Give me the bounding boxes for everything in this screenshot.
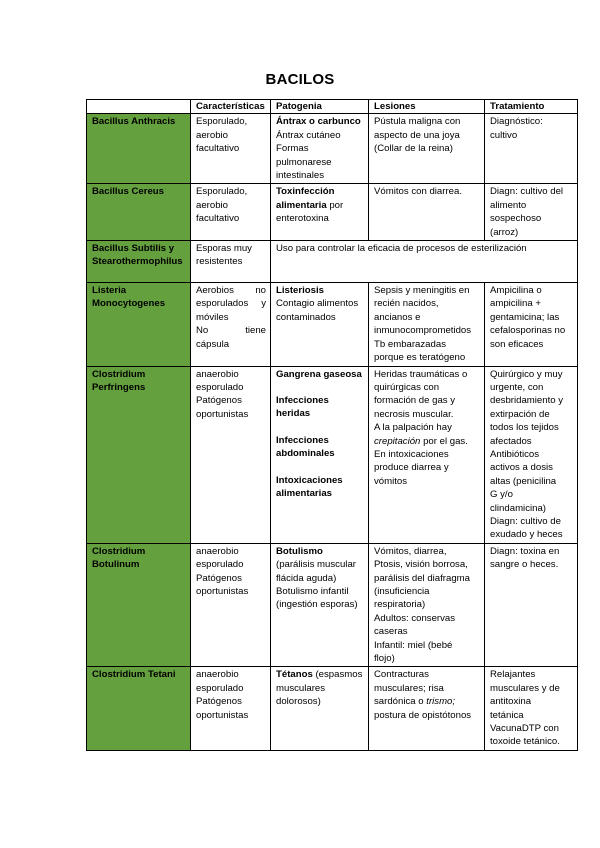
cell-patogenia: Ántrax o carbunco Ántrax cutáneo Formas pulmonarese intestinales xyxy=(271,114,369,184)
header-caracteristicas: Características xyxy=(191,100,271,114)
table-row xyxy=(87,283,578,366)
cell-lesiones: Vómitos con diarrea. xyxy=(369,184,485,241)
cell-lesiones: Sepsis y meningitis en recién nacidos, ancianos e inmunocomprometidos Tb embarazadas porque es teratógeno xyxy=(369,283,485,366)
cell-lesiones: Vómitos, diarrea, Ptosis, visión borrosa, parálisis del diafragma (insuficiencia respiratoria) Adultos: conservas caseras Infantil: miel (bebé flojo) xyxy=(369,543,485,667)
table-row xyxy=(87,114,578,184)
table-row xyxy=(87,543,578,667)
table-row xyxy=(87,366,578,543)
table-row xyxy=(87,184,578,241)
cell-tratamiento: Quirúrgico y muy urgente, con desbridamiento y extirpación de todos los tejidos afectados Antibióticos activos a dosis altas (penicilina G y/o clindamicina) Diagn: cultivo de exudado y heces xyxy=(485,366,578,543)
cell-caracteristicas: Esporulado, aerobio facultativo xyxy=(191,114,271,184)
cell-patogenia: Gangrena gaseosa Infecciones heridas Infecciones abdominales Intoxicaciones alimentarias xyxy=(271,366,369,543)
cell-caracteristicas: Esporas muy resistentes xyxy=(191,241,271,283)
row-name: Bacillus Subtilis y Stearothermophilus xyxy=(87,241,191,283)
cell-caracteristicas: Aerobios no esporulados y móviles No tiene cápsula xyxy=(191,283,271,366)
cell-lesiones: Heridas traumáticas o quirúrgicas con formación de gas y necrosis muscular. A la palpación hay crepitación por el gas. En intoxicaciones produce diarrea y vómitos xyxy=(369,366,485,543)
row-name: Bacillus Cereus xyxy=(87,184,191,241)
cell-tratamiento: Diagn: cultivo del alimento sospechoso (arroz) xyxy=(485,184,578,241)
cell-tratamiento: Diagnóstico: cultivo xyxy=(485,114,578,184)
row-name: Clostridium Botulinum xyxy=(87,543,191,667)
row-name: Listeria Monocytogenes xyxy=(87,283,191,366)
header-tratamiento: Tratamiento xyxy=(485,100,578,114)
cell-caracteristicas: anaerobio esporulado Patógenos oportunistas xyxy=(191,366,271,543)
bacilos-table xyxy=(86,99,578,751)
header-empty xyxy=(87,100,191,114)
cell-tratamiento: Relajantes musculares y de antitoxina tetánica VacunaDTP con toxoide tetánico. xyxy=(485,667,578,751)
cell-patogenia: Toxinfección alimentaria por enterotoxina xyxy=(271,184,369,241)
header-lesiones: Lesiones xyxy=(369,100,485,114)
cell-tratamiento: Diagn: toxina en sangre o heces. xyxy=(485,543,578,667)
table-row xyxy=(87,667,578,751)
cell-caracteristicas: anaerobio esporulado Patógenos oportunistas xyxy=(191,543,271,667)
cell-caracteristicas: Esporulado, aerobio facultativo xyxy=(191,184,271,241)
cell-lesiones: Pústula maligna con aspecto de una joya (Collar de la reina) xyxy=(369,114,485,184)
cell-uso: Uso para controlar la eficacia de procesos de esterilización xyxy=(271,241,578,283)
row-name: Clostridium Tetani xyxy=(87,667,191,751)
cell-lesiones: Contracturas musculares; risa sardónica o trismo; postura de opistótonos xyxy=(369,667,485,751)
header-row xyxy=(87,100,578,114)
cell-patogenia: Botulismo (parálisis muscular flácida aguda) Botulismo infantil (ingestión esporas) xyxy=(271,543,369,667)
cell-patogenia: Tétanos (espasmos musculares dolorosos) xyxy=(271,667,369,751)
row-name: Clostridium Perfringens xyxy=(87,366,191,543)
header-patogenia: Patogenia xyxy=(271,100,369,114)
cell-patogenia: Listeriosis Contagio alimentos contaminados xyxy=(271,283,369,366)
page-title: BACILOS xyxy=(265,71,335,88)
cell-tratamiento: Ampicilina o ampicilina + gentamicina; las cefalosporinas no son eficaces xyxy=(485,283,578,366)
cell-caracteristicas: anaerobio esporulado Patógenos oportunistas xyxy=(191,667,271,751)
table-row xyxy=(87,241,578,283)
row-name: Bacillus Anthracis xyxy=(87,114,191,184)
